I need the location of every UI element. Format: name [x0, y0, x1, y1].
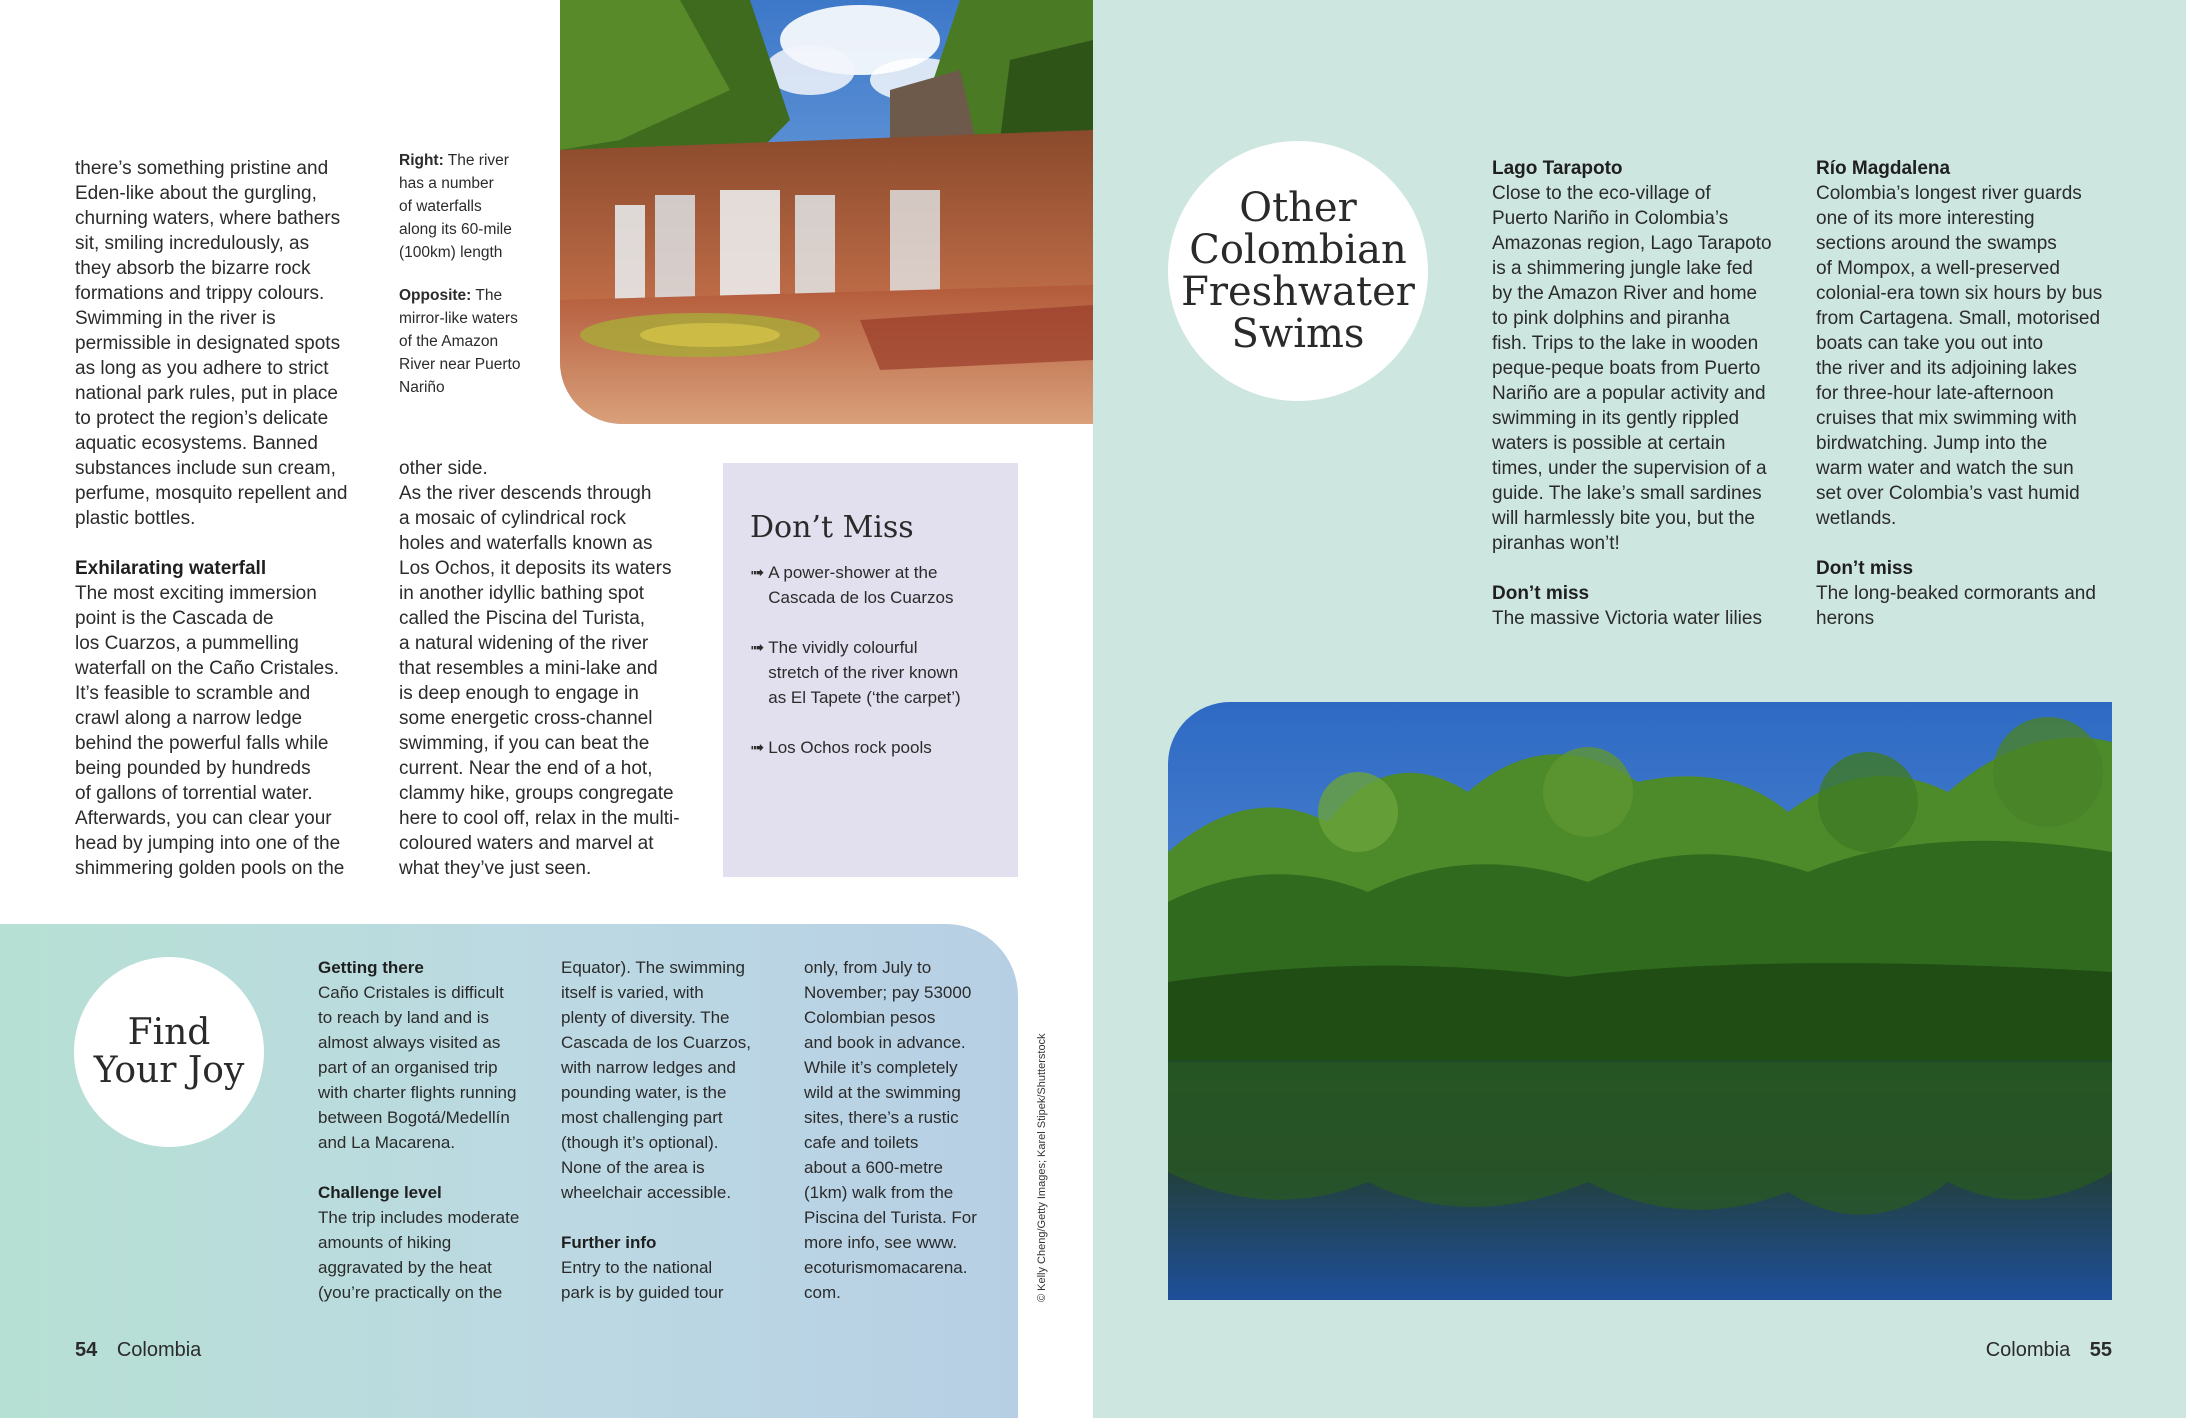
getting-there-text: Caño Cristales is difficult to reach by land and is almost always visited as part of an organised trip with charter flights running between Bogotá/Medellín and La Macarena.: [318, 983, 517, 1152]
lago-dont-miss-text: The massive Victoria water lilies: [1492, 608, 1762, 629]
folio-section: Colombia: [1985, 1339, 2071, 1361]
waterfall-photo: [560, 0, 1093, 424]
dont-miss-item: [750, 635, 1005, 710]
further-info-heading: Further info: [561, 1233, 657, 1252]
joy-column-1: [318, 955, 548, 1305]
photo-captions: [399, 149, 549, 399]
article-text: The most exciting immersion point is the Cascada de los Cuarzos, a pummelling waterfall on the Caño Cristales. It’s feasible to scramble and crawl along a narrow ledge behind the powerful falls while being pounded by hundreds of gallons of torrential water. Afterwards, you can clear your head by jumping into one of the shimmering golden pools on the: [75, 583, 345, 879]
photo-credit: © Kelly Cheng/Getty Images; Karel Stipek/Shutterstock: [1036, 1033, 1048, 1302]
lago-tarapoto-column: [1492, 156, 1802, 631]
find-your-joy-title: Find Your Joy: [74, 957, 264, 1147]
joy-column-2: [561, 955, 786, 1305]
lago-text: Close to the eco-village of Puerto Nariño in Colombia’s Amazonas region, Lago Tarapoto is a shimmering jungle lake fed by the Amazon River and home to pink dolphins and piranha fish. Trips to the lake in wooden peque-peque boats from Puerto Nariño are a popular activity and swimming in its gently rippled waters is possible at certain times, under the supervision of a guide. The lake’s small sardines will harmlessly bite you, but the piranhas won’t!: [1492, 183, 1772, 554]
dont-miss-content: [750, 508, 1005, 760]
challenge-text: The trip includes moderate amounts of hiking aggravated by the heat (you’re practically on the: [318, 1208, 520, 1302]
challenge-heading: Challenge level: [318, 1183, 442, 1202]
dont-miss-title: Don’t Miss: [750, 510, 914, 545]
article-column-2: [399, 456, 699, 881]
joy-text: only, from July to November; pay 53000 Colombian pesos and book in advance. While it’s completely wild at the swimming sites, there’s a rustic cafe and toilets about a 600-metre (1km) walk from the Piscina del Turista. For more info, see www. ecoturismomacarena. com.: [804, 958, 977, 1302]
getting-there-heading: Getting there: [318, 958, 424, 977]
article-column-1: [75, 156, 375, 881]
section-heading: Exhilarating waterfall: [75, 558, 267, 579]
rio-text: Colombia’s longest river guards one of its more interesting sections around the swamps of Mompox, a well-preserved colonial-era town six hours by bus from Cartagena. Small, motorised boats can take you out into the river and its adjoining lakes for three-hour late-afternoon cruises that mix swimming with birdwatching. Jump into the warm water and watch the sun set over Colombia’s vast humid wetlands.: [1816, 183, 2103, 529]
lago-heading: Lago Tarapoto: [1492, 158, 1623, 179]
rio-heading: Río Magdalena: [1816, 158, 1951, 179]
arrow-icon: ➟: [750, 738, 765, 757]
folio-section: Colombia: [116, 1339, 202, 1361]
caption-text: The mirror-like waters of the Amazon River near Puerto Nariño: [399, 287, 521, 396]
rio-dont-miss-text: The long-beaked cormorants and herons: [1816, 583, 2096, 629]
caption-opposite: [399, 284, 549, 399]
further-info-text: Entry to the national park is by guided tour: [561, 1258, 724, 1302]
article-text: there’s something pristine and Eden-like about the gurgling, churning waters, where bathers sit, smiling incredulously, as they absorb the bizarre rock formations and trippy colours. Swimming in the river is permissible in designated spots as long as you adhere to strict national park rules, put in place to protect the region’s delicate aquatic ecosystems. Banned substances include sun cream, perfume, mosquito repellent and plastic bottles.: [75, 158, 348, 529]
page-number: 55: [2089, 1339, 2112, 1361]
joy-text: Equator). The swimming itself is varied, with plenty of diversity. The Cascada de los Cuarzos, with narrow ledges and pounding water, is the most challenging part (though it’s optional). None of the area is wheelchair accessible.: [561, 958, 751, 1202]
page-number: 54: [75, 1339, 98, 1361]
dont-miss-item: [750, 735, 1005, 760]
rio-magdalena-column: [1816, 156, 2126, 631]
right-folio: [1986, 1339, 2112, 1362]
caption-label: Opposite:: [399, 287, 472, 304]
other-swims-title: Other Colombian Freshwater Swims: [1168, 141, 1428, 401]
dont-miss-text: A power-shower at the Cascada de los Cuarzos: [768, 563, 954, 607]
dont-miss-item: [750, 560, 1005, 610]
dont-miss-text: Los Ochos rock pools: [768, 738, 932, 757]
amazon-river-photo: [1168, 702, 2112, 1300]
article-text: other side. As the river descends through a mosaic of cylindrical rock holes and waterfalls known as Los Ochos, it deposits its waters in another idyllic bathing spot called the Piscina del Turista, a natural widening of the river that resembles a mini-lake and is deep enough to engage in some energetic cross-channel swimming, if you can beat the current. Near the end of a hot, clammy hike, groups congregate here to cool off, relax in the multi- coloured waters and marvel at what they’ve just seen.: [399, 458, 680, 879]
left-folio: [75, 1339, 201, 1362]
arrow-icon: ➟: [750, 638, 765, 657]
caption-text: The river has a number of waterfalls along its 60-mile (100km) length: [399, 152, 512, 261]
dont-miss-text: The vividly colourful stretch of the river known as El Tapete (‘the carpet’): [768, 638, 961, 707]
caption-right: [399, 149, 549, 264]
caption-label: Right:: [399, 152, 444, 169]
rio-dont-miss-heading: Don’t miss: [1816, 558, 1914, 579]
lago-dont-miss-heading: Don’t miss: [1492, 583, 1590, 604]
arrow-icon: ➟: [750, 563, 765, 582]
joy-column-3: [804, 955, 1014, 1305]
